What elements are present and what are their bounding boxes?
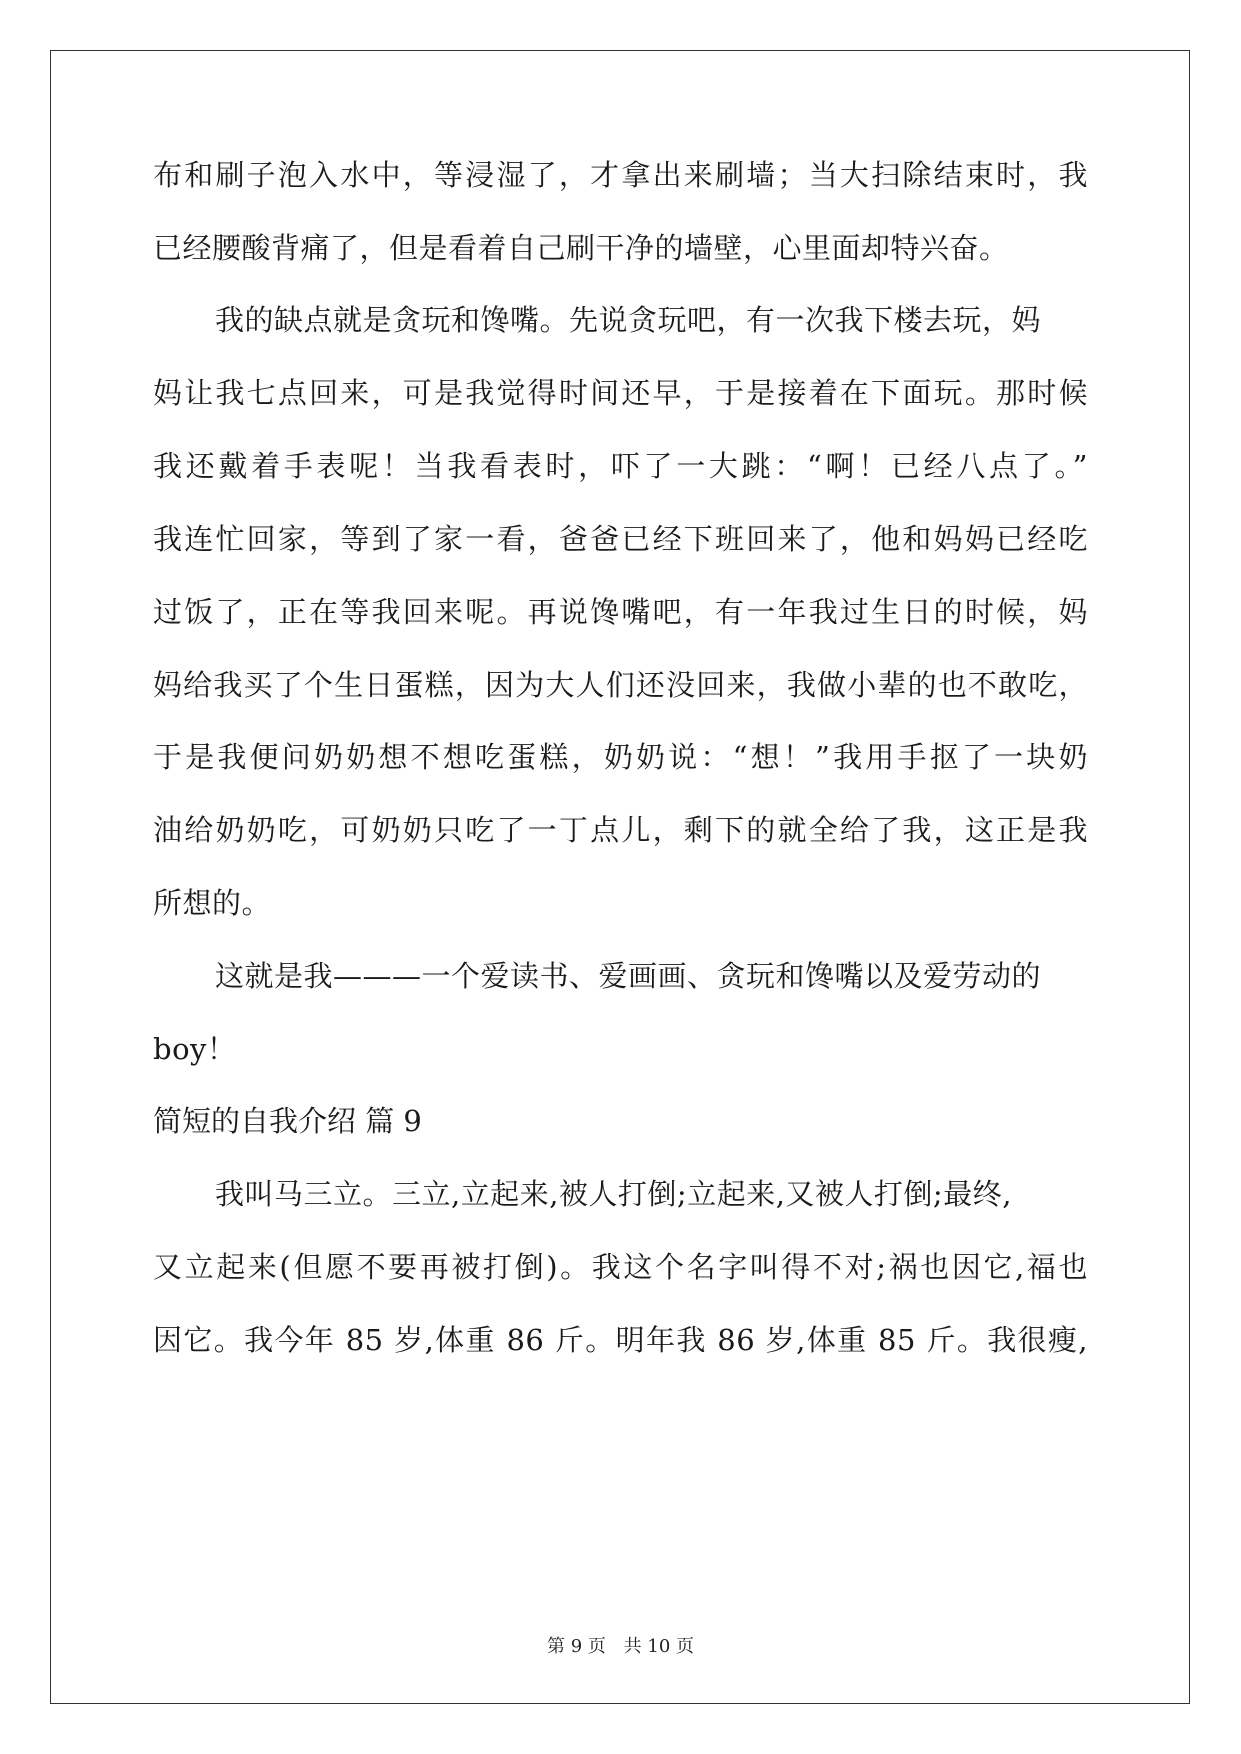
section-heading: 简短的自我介绍 篇 9 <box>153 1104 422 1138</box>
text-line: 我的缺点就是贪玩和馋嘴。先说贪玩吧，有一次我下楼去玩，妈 <box>215 303 1042 337</box>
text-line: 妈给我买了个生日蛋糕，因为大人们还没回来，我做小辈的也不敢吃， <box>153 668 1088 702</box>
text-line: 这就是我———一个爱读书、爱画画、贪玩和馋嘴以及爱劳动的 <box>215 959 1042 993</box>
text-line: 过饭了，正在等我回来呢。再说馋嘴吧，有一年我过生日的时候，妈 <box>153 595 1088 629</box>
text-line: 所想的。 <box>153 886 272 920</box>
text-line: 又立起来(但愿不要再被打倒)。我这个名字叫得不对;祸也因它,福也 <box>153 1250 1088 1284</box>
page-number: 第 9 页 <box>547 1636 606 1657</box>
text-line: boy！ <box>153 1032 237 1066</box>
text-line: 油给奶奶吃，可奶奶只吃了一丁点儿，剩下的就全给了我，这正是我 <box>153 813 1088 847</box>
text-line: 我连忙回家，等到了家一看，爸爸已经下班回来了，他和妈妈已经吃 <box>153 522 1088 556</box>
page-frame <box>50 50 1190 1704</box>
text-line: 于是我便问奶奶想不想吃蛋糕，奶奶说：“想！”我用手抠了一块奶 <box>153 740 1088 774</box>
text-line: 因它。我今年 85 岁,体重 86 斤。明年我 86 岁,体重 85 斤。我很瘦, <box>153 1323 1088 1357</box>
text-line: 我叫马三立。三立,立起来,被人打倒;立起来,又被人打倒;最终, <box>215 1177 1012 1211</box>
text-line: 我还戴着手表呢！当我看表时，吓了一大跳：“啊！已经八点了。” <box>153 449 1088 483</box>
text-line: 布和刷子泡入水中，等浸湿了，才拿出来刷墙；当大扫除结束时，我 <box>153 158 1088 192</box>
page-footer <box>0 1632 1241 1658</box>
page-total: 共 10 页 <box>623 1636 694 1657</box>
text-line: 已经腰酸背痛了，但是看着自己刷干净的墙壁，心里面却特兴奋。 <box>153 231 1009 265</box>
text-line: 妈让我七点回来，可是我觉得时间还早，于是接着在下面玩。那时候 <box>153 376 1088 410</box>
